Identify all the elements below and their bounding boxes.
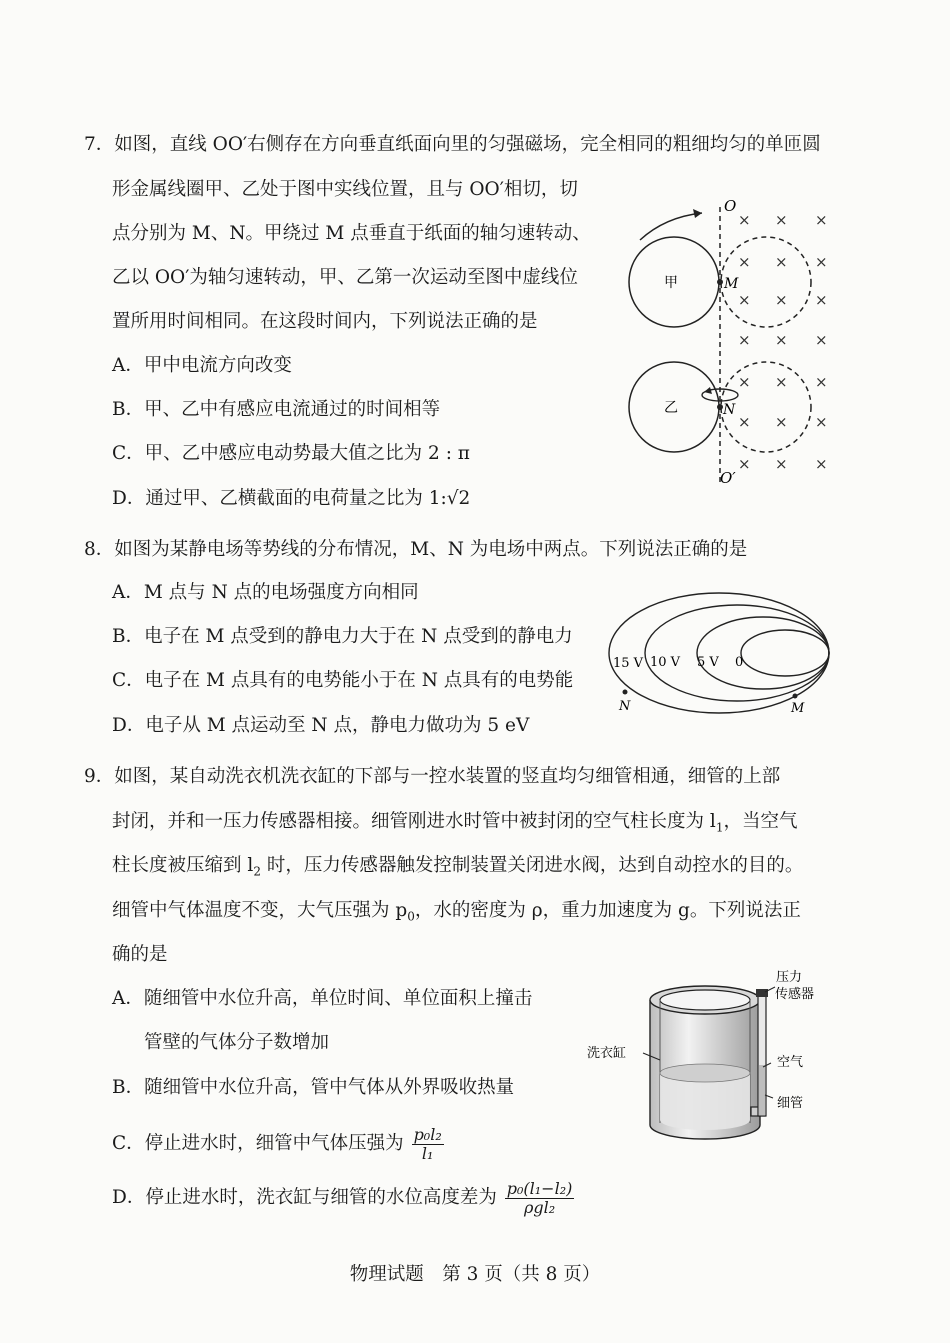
svg-text:×: × <box>775 331 788 349</box>
label-point-m: M <box>791 701 805 716</box>
svg-text:×: × <box>815 455 828 473</box>
svg-text:×: × <box>815 373 828 391</box>
label-yi: 乙 <box>664 400 678 416</box>
q7-stem-line4: 乙以 OO′为轴匀速转动，甲、乙第一次运动至图中虚线位 <box>112 267 578 288</box>
label-o-top: O <box>724 197 737 215</box>
q9-option-c: C．停止进水时，细管中气体压强为 $\frac{\text{p₀l₂}}{\text{l₁}}$ <box>112 1124 442 1163</box>
svg-text:×: × <box>775 291 788 309</box>
label-tube: 细管 <box>777 1096 804 1111</box>
svg-text:×: × <box>775 211 788 229</box>
svg-text:×: × <box>738 331 751 349</box>
field-crosses <box>738 211 828 473</box>
label-tub: 洗衣缸 <box>587 1046 627 1061</box>
q7-magnetic-field-figure <box>620 195 840 495</box>
q9-option-b: B．随细管中水位升高，管中气体从外界吸收热量 <box>112 1077 515 1098</box>
svg-text:×: × <box>815 291 828 309</box>
svg-text:×: × <box>775 253 788 271</box>
svg-text:×: × <box>775 373 788 391</box>
svg-text:×: × <box>738 253 751 271</box>
svg-text:×: × <box>815 413 828 431</box>
q7-stem-line2: 形金属线圈甲、乙处于图中实线位置，且与 OO′相切，切 <box>112 179 578 200</box>
label-jia: 甲 <box>664 275 678 291</box>
q7-option-b: B．甲、乙中有感应电流通过的时间相等 <box>112 399 441 420</box>
rotation-arrow <box>640 213 702 240</box>
q9-option-a-line1: A．随细管中水位升高，单位时间、单位面积上撞击 <box>112 988 533 1009</box>
svg-text:×: × <box>815 331 828 349</box>
q9-washing-machine-figure <box>585 965 835 1155</box>
label-m: M <box>724 276 739 292</box>
label-o-bottom: O′ <box>720 469 736 487</box>
svg-text:×: × <box>738 455 751 473</box>
svg-text:×: × <box>775 455 788 473</box>
q7-option-d: D．通过甲、乙横截面的电荷量之比为 1:√2 <box>112 488 471 509</box>
label-sensor: 传感器 <box>775 987 815 1002</box>
svg-text:×: × <box>738 291 751 309</box>
page-footer: 物理试题 第 3 页（共 8 页） <box>349 1264 601 1285</box>
q8-option-d: D．电子从 M 点运动至 N 点，静电力做功为 5 eV <box>112 715 530 736</box>
q9-stem-line3: 柱长度被压缩到 $l_2$ 时，压力传感器触发控制装置关闭进水阀，达到自动控水的目的。 <box>112 855 804 879</box>
q7-stem-line5: 置所用时间相同。在这段时间内，下列说法正确的是 <box>112 311 538 332</box>
q9-option-d-fraction: $\frac{\text{p₀(l₁−l₂)}}{\text{ρgl₂}}$ <box>506 1178 573 1217</box>
q9-stem-line1: 9．如图，某自动洗衣机洗衣缸的下部与一控水装置的竖直均匀细管相通，细管的上部 <box>84 766 781 787</box>
q8-option-c: C．电子在 M 点具有的电势能小于在 N 点具有的电势能 <box>112 670 574 691</box>
label-5v: 5 V <box>697 655 719 670</box>
q7-option-c: C．甲、乙中感应电动势最大值之比为 2 : π <box>112 443 470 464</box>
label-n: N <box>723 402 736 418</box>
label-10v: 10 V <box>650 655 681 670</box>
q7-stem-line1: 7．如图，直线 OO′右侧存在方向垂直纸面向里的匀强磁场，完全相同的粗细均匀的单匝圆 <box>84 134 821 155</box>
q9-stem-line5: 确的是 <box>112 944 168 965</box>
label-0v: 0 <box>735 655 744 670</box>
q9-option-a-line2: 管壁的气体分子数增加 <box>144 1032 330 1053</box>
svg-text:×: × <box>738 373 751 391</box>
q8-option-a: A．M 点与 N 点的电场强度方向相同 <box>112 582 419 603</box>
label-pressure: 压力 <box>776 970 803 985</box>
q9-stem-line2: 封闭，并和一压力传感器相接。细管刚进水时管中被封闭的空气柱长度为 $l_1$，当空气 <box>112 811 798 835</box>
q9-option-c-fraction: $\frac{\text{p₀l₂}}{\text{l₁}}$ <box>413 1124 442 1163</box>
q8-equipotential-figure <box>605 588 835 718</box>
label-15v: 15 V <box>613 656 644 671</box>
svg-text:×: × <box>815 253 828 271</box>
q7-stem-line3: 点分别为 M、N。甲绕过 M 点垂直于纸面的轴匀速转动、 <box>112 223 591 244</box>
q7-option-a: A．甲中电流方向改变 <box>112 355 292 376</box>
svg-text:×: × <box>738 413 751 431</box>
q8-stem: 8．如图为某静电场等势线的分布情况，M、N 为电场中两点。下列说法正确的是 <box>84 539 748 560</box>
equipotential-5v <box>697 617 829 689</box>
label-air: 空气 <box>777 1055 804 1070</box>
q9-stem-line4: 细管中气体温度不变，大气压强为 $p_0$，水的密度为 ρ，重力加速度为 g。下列说法正 <box>112 900 801 924</box>
equipotential-0v <box>741 630 829 676</box>
q8-option-b: B．电子在 M 点受到的静电力大于在 N 点受到的静电力 <box>112 626 573 647</box>
svg-text:×: × <box>775 413 788 431</box>
svg-text:×: × <box>738 211 751 229</box>
q9-option-d: D．停止进水时，洗衣缸与细管的水位高度差为 $\frac{\text{p₀(l₁−l₂)}}{\text{ρgl₂}}$ <box>112 1178 573 1217</box>
svg-text:×: × <box>815 211 828 229</box>
label-point-n: N <box>619 699 631 714</box>
